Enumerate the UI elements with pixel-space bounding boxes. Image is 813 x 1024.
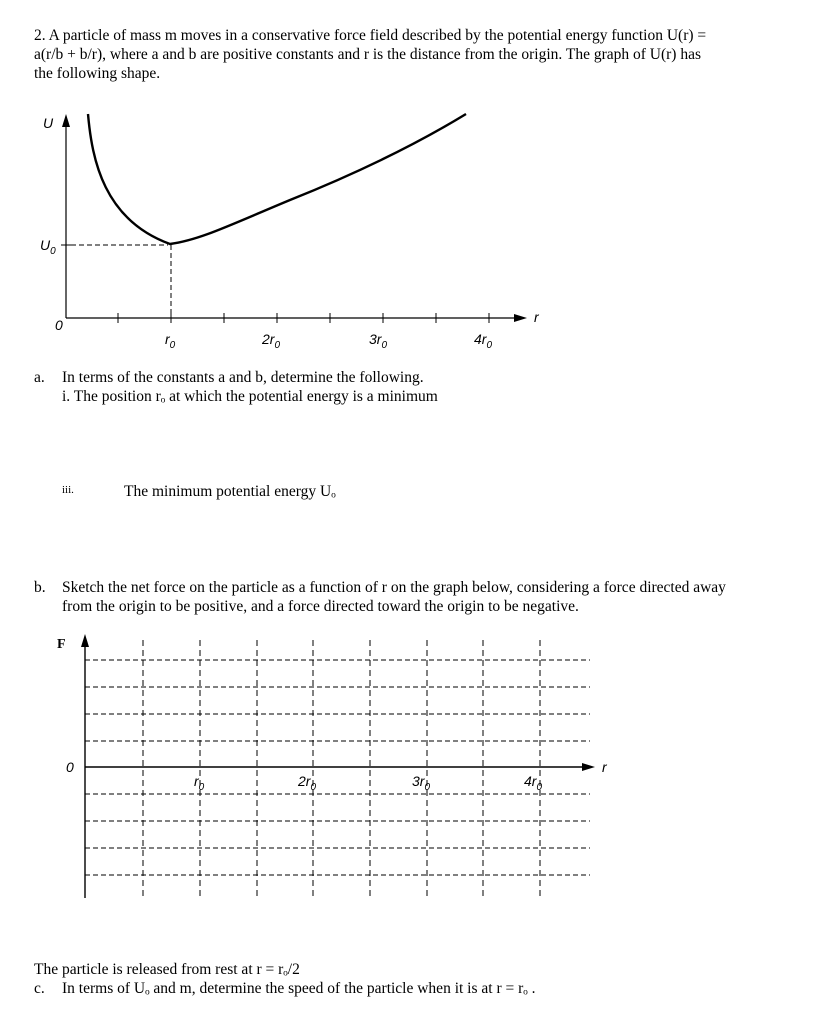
u-tick-label-4r0: $4r_0$ bbox=[474, 331, 493, 351]
u-tick-label-r0: $r_0$ bbox=[165, 331, 176, 351]
u-tick-label-3r0: $3r_0$ bbox=[369, 331, 388, 351]
f-graph-x-arrow bbox=[582, 763, 595, 771]
part-b-label: b. bbox=[34, 579, 46, 596]
u0-label: $U_0$ bbox=[40, 237, 56, 257]
part-b-line-1: Sketch the net force on the particle as a function of r on the graph below, considering a force directed away bbox=[62, 579, 726, 596]
part-a-label: a. bbox=[34, 369, 45, 386]
part-a-question-i: i. The position rₒ at which the potential energy is a minimum bbox=[62, 388, 438, 405]
f-tick-label-r0: $r_0$ bbox=[194, 773, 205, 793]
part-a-intro: In terms of the constants a and b, determine the following. bbox=[62, 369, 424, 386]
f-graph-y-arrow bbox=[81, 634, 89, 647]
release-condition: The particle is released from rest at r = rₒ/2 bbox=[34, 961, 300, 978]
u-axis-label: U bbox=[43, 115, 54, 131]
u-tick-label-2r0: $2r_0$ bbox=[262, 331, 281, 351]
f-tick-label-4r0: $4r_0$ bbox=[524, 773, 543, 793]
u-graph-r-label: r bbox=[534, 309, 539, 325]
intro-line-1: 2. A particle of mass m moves in a conservative force field described by the potential energy function U(r) = bbox=[34, 27, 707, 44]
f-tick-label-3r0: $3r_0$ bbox=[412, 773, 431, 793]
u-graph-origin-label: 0 bbox=[55, 317, 63, 333]
f-axis-label: F bbox=[57, 637, 66, 652]
part-a-question-iii: The minimum potential energy Uₒ bbox=[124, 483, 336, 500]
f-tick-label-2r0: $2r_0$ bbox=[298, 773, 317, 793]
intro-line-3: the following shape. bbox=[34, 65, 161, 82]
f-graph-origin-label: 0 bbox=[66, 759, 74, 775]
part-a-roman-numeral: iii. bbox=[62, 484, 74, 496]
part-c-question: In terms of Uₒ and m, determine the speed of the particle when it is at r = rₒ . bbox=[62, 980, 536, 997]
part-b-line-2: from the origin to be positive, and a force directed toward the origin to be negative. bbox=[62, 598, 579, 615]
intro-line-2: a(r/b + b/r), where a and b are positive constants and r is the distance from the origin. The graph of U(r) has bbox=[34, 46, 701, 63]
f-graph-r-label: r bbox=[602, 759, 607, 775]
part-c-label: c. bbox=[34, 980, 45, 997]
force-grid-lines bbox=[85, 640, 590, 898]
